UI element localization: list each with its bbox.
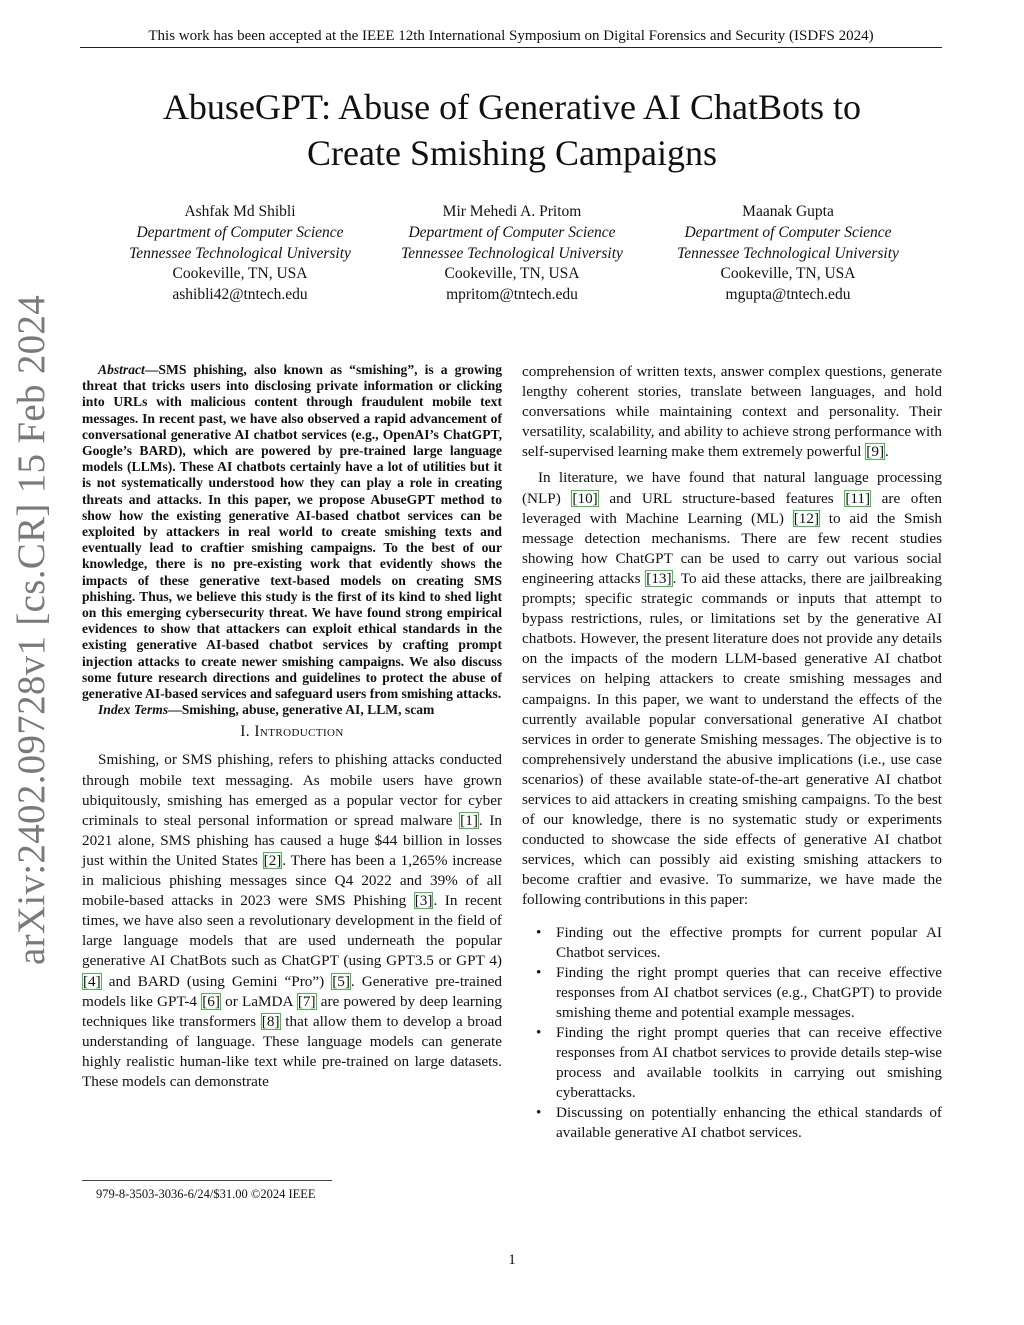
text-run: . To aid these attacks, there are jailbreaking prompts; specific strategic commands or inputs that attempt to bypass restrictions, rules, or limitations set by the generative AI chatbots. However, the present literature does not provide any details on the impacts of the modern LLM-based generative AI chatbot services on helping attackers to create smishing messages and campaigns. In this paper, we want to understand the effects of the currently available popular conversational generative AI chatbot services in order to generate Smishing messages. The objective is to comprehensively understand the abusive implications (i.e., use case scenarios) of these available state-of-the-art generative AI chatbot services to aid attackers in creating smishing campaigns. To the best of our knowledge, there is no systematic study or experiments conducted to showcase the side effects of generative AI chatbot services, which can possibly aid existing smishing attackers to become craftier and evasive. To summarize, we have made the following contributions in this paper:: [522, 569, 942, 909]
author-block: [100, 202, 924, 312]
citation-link[interactable]: [2]: [263, 851, 282, 869]
text-run: that allow them to develop a broad understanding of language. These language models can generate highly realistic human-like text while pre-trained on large datasets. These models can demonstrate: [82, 1012, 503, 1090]
list-item-text: Finding the right prompt queries that can receive effective responses from AI chatbot services (e.g., ChatGPT) to provide smishing theme and potential example messages.: [556, 963, 942, 1021]
title-line-2: Create Smishing Campaigns: [307, 133, 717, 173]
citation-link[interactable]: [13]: [646, 569, 672, 587]
paper-title: [90, 84, 934, 176]
index-terms-text: —Smishing, abuse, generative AI, LLM, scam: [168, 702, 435, 718]
text-run: comprehension of written texts, answer complex questions, generate lengthy coherent stories, translate between languages, and hold conversations while maintaining context and personality. Their versatility, scalability, and ability to achieve strong performance with self-supervised learning make them extremely powerful: [522, 363, 942, 461]
list-item: [522, 923, 942, 963]
text-run: In literature, we have found that natural language processing (NLP): [522, 469, 942, 507]
author-name: Ashfak Md Shibli: [184, 203, 296, 220]
text-run: and BARD (using Gemini “Pro”): [101, 972, 332, 990]
citation-link[interactable]: [9]: [866, 443, 885, 461]
author-university: Tennessee Technological University: [677, 244, 899, 262]
text-run: or LaMDA: [220, 992, 297, 1010]
arxiv-identifier-stamp[interactable]: arXiv:2402.09728v1 [cs.CR] 15 Feb 2024: [10, 294, 53, 965]
citation-link[interactable]: [1]: [460, 811, 478, 829]
citation-link[interactable]: [4]: [83, 972, 101, 990]
list-item: [522, 963, 942, 1023]
text-run: are powered by deep learning techniques like transformers: [82, 992, 502, 1030]
text-run: and URL structure-based features: [598, 489, 845, 507]
author-location: Cookeville, TN, USA: [720, 265, 856, 283]
footnote-divider: [82, 1180, 332, 1181]
right-column: [522, 362, 942, 1144]
author-location: Cookeville, TN, USA: [444, 265, 580, 283]
intro-paragraph-2: [522, 468, 942, 910]
list-item-text: Finding out the effective prompts for current popular AI Chatbot services.: [556, 923, 942, 961]
citation-link[interactable]: [6]: [202, 992, 220, 1010]
author-email[interactable]: mpritom@tntech.edu: [446, 286, 578, 304]
list-item: [522, 1103, 942, 1143]
citation-link[interactable]: [12]: [793, 509, 820, 527]
citation-link[interactable]: [7]: [297, 992, 316, 1010]
copyright-footnote: 979-8-3503-3036-6/24/$31.00 ©2024 IEEE: [96, 1187, 316, 1201]
abstract-text: —SMS phishing, also known as “smishing”, is a growing threat that tricks users into disclosing private information or clicking into URLs with malicious content through fraudulent mobile text messages. In recent past, we have also observed a rapid advancement of conversational generative AI chatbot services (e.g., OpenAI’s ChatGPT, Google’s BARD), which are powered by pre-trained large language models (LLMs). These AI chatbots certainly have a lot of utilities but it is not systematically understood how they can play a role in creating threats and attacks. In this paper, we propose AbuseGPT method to show how the existing generative AI-based chatbot services can be exploited by attackers in real world to create smishing texts and eventually lead to craftier smishing campaigns. To the best of our knowledge, there is no pre-existing work that evidently shows the impacts of these generative text-based models on creating SMS phishing. Thus, we believe this study is the first of its kind to shed light on this emerging cybersecurity threat. We have found strong empirical evidences to show that attackers can exploit ethical standards in the existing generative AI-based chatbot services by crafting prompt injection attacks to create newer smishing campaigns. We also discuss some future research directions and guidelines to protect the abuse of generative AI-based services and safeguard users from smishing attacks.: [82, 362, 502, 702]
text-run: . In 2021 alone, SMS phishing has caused a huge $44 billion in losses just within the United States: [82, 811, 502, 869]
author-name: Maanak Gupta: [742, 203, 834, 220]
author-location: Cookeville, TN, USA: [172, 265, 308, 283]
contributions-list: [522, 923, 942, 1144]
author-3: [648, 202, 928, 306]
citation-link[interactable]: [8]: [261, 1012, 280, 1030]
author-department: Department of Computer Science: [684, 223, 892, 241]
citation-link[interactable]: [10]: [572, 489, 598, 507]
header-divider: [80, 47, 942, 48]
text-run: are often leveraged with Machine Learning (ML): [522, 489, 943, 527]
citation-link[interactable]: [5]: [332, 972, 350, 990]
title-line-1: AbuseGPT: Abuse of Generative AI ChatBots to: [162, 87, 862, 127]
text-run: .: [885, 443, 889, 461]
text-run: . Generative pre-trained models like GPT-4: [82, 972, 502, 1010]
text-run: Smishing, or SMS phishing, refers to phishing attacks conducted through mobile text messaging. As mobile users have grown ubiquitously, smishing has emerged as a popular vector for cyber criminals to steal personal information or spread malware: [82, 751, 502, 829]
author-name: Mir Mehedi A. Pritom: [442, 203, 582, 220]
section-heading-introduction: I. Introduction: [240, 723, 344, 741]
text-run: to aid the Smish message detection mechanisms. There are few recent studies showing how ChatGPT can be used to carry out various social engineering attacks: [522, 509, 943, 587]
page-number: 1: [508, 1252, 516, 1268]
bullet-icon: •: [536, 963, 542, 981]
citation-link[interactable]: [3]: [414, 892, 433, 910]
author-email[interactable]: mgupta@tntech.edu: [725, 286, 851, 304]
author-email[interactable]: ashibli42@tntech.edu: [172, 286, 308, 304]
list-item-text: Discussing on potentially enhancing the ethical standards of available generative AI chatbot services.: [556, 1104, 942, 1142]
author-university: Tennessee Technological University: [401, 244, 623, 262]
text-run: . In recent times, we have also seen a revolutionary development in the field of large language models that are used underneath the popular generative AI ChatBots such as ChatGPT (using GPT3.5 or GPT 4): [82, 892, 503, 970]
author-department: Department of Computer Science: [408, 223, 616, 241]
bullet-icon: •: [536, 1104, 542, 1122]
abstract-label: Abstract: [98, 362, 145, 377]
index-terms: [82, 702, 502, 718]
author-2: [372, 202, 652, 306]
intro-paragraph-1: [82, 750, 502, 1092]
intro-paragraph-1-continued: [522, 362, 942, 462]
left-column: [82, 362, 502, 1092]
text-run: . There has been a 1,265% increase in malicious phishing messages since Q4 2022 and 39% of all mobile-based attacks in 2023 were SMS Phishing: [82, 851, 502, 910]
conference-note: This work has been accepted at the IEEE 12th International Symposium on Digital Forensics and Security (ISDFS 2024): [148, 28, 874, 44]
author-1: [100, 202, 380, 306]
list-item: [522, 1023, 942, 1103]
author-department: Department of Computer Science: [136, 223, 344, 241]
index-terms-label: Index Terms: [98, 702, 169, 718]
citation-link[interactable]: [11]: [845, 489, 871, 507]
list-item-text: Finding the right prompt queries that can receive effective responses from AI chatbot services to provide details step-wise process and available toolkits in carrying out smishing cyberattacks.: [556, 1024, 942, 1102]
author-university: Tennessee Technological University: [129, 244, 351, 262]
abstract: [82, 362, 502, 702]
bullet-icon: •: [536, 1024, 542, 1041]
bullet-icon: •: [536, 923, 542, 941]
